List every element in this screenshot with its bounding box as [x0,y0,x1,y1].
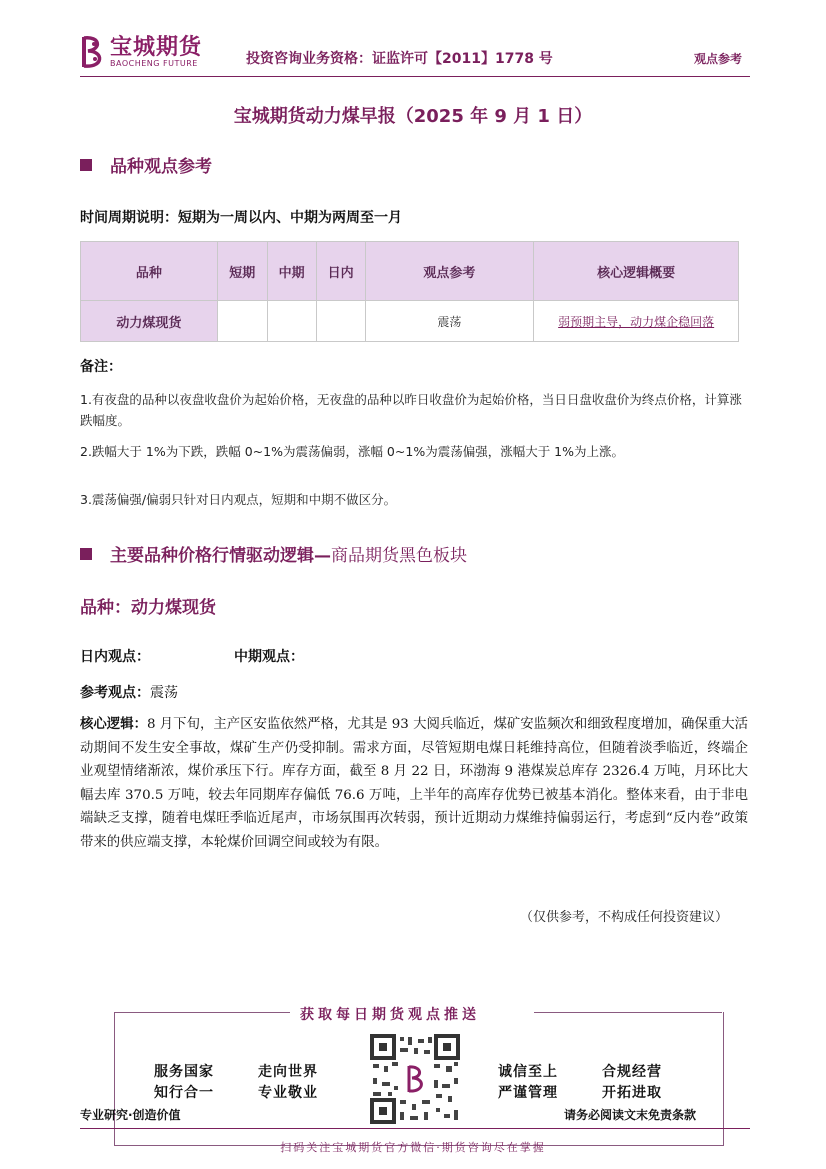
views-table [80,241,739,342]
section-heading-drivers [80,541,467,566]
note-item-2: 2.跌幅大于 1%为下跌，跌幅 0~1%为震荡偏弱，涨幅 0~1%为震荡偏强，涨幅大于 1%为上涨。 [80,444,624,459]
core-logic-text: 8 月下旬，主产区安监依然严格，尤其是 93 大阅兵临近，煤矿安监频次和细致程度增加，确保重大活动期间不发生安全事故，煤矿生产仍受抑制。需求方面，尽管短期电煤日耗维持高位，但随着淡季临近，终端企业观望情绪渐浓，煤价承压下行。库存方面，截至 8 月 22 日，环渤海 9 港煤炭总库存 2326.4 万吨，月环比大幅去库 370.5 万吨，较去年同期库存偏低 76.6 万吨，上半年的高库存优势已被基本消化。整体来看，由于非电端缺乏支撑，随着电煤旺季临近尾声，市场氛围再次转弱，预计近期动力煤维持偏弱运行，考虑到“反内卷”政策带来的供应端支撑，本轮煤价回调空间或较为有限。 [80,717,749,850]
note-item-3: 3.震荡偏强/偏弱只针对日内观点，短期和中期不做区分。 [80,492,397,507]
reference-label: 参考观点： [80,685,150,701]
square-bullet-icon [80,159,92,171]
logo-cn-text: 宝城期货 [110,34,203,60]
table-header-cell: 日内 [316,242,365,301]
core-logic-paragraph [80,713,748,854]
slogan-5: 诚信至上 [498,1064,558,1080]
company-logo [80,34,202,70]
period-note: 时间周期说明：短期为一周以内、中期为两周至一月 [80,210,402,226]
core-logic-label: 核心逻辑： [80,717,147,732]
table-header-cell: 品种 [81,242,218,301]
logo-mark-icon [80,34,106,70]
table-header-cell: 核心逻辑概要 [534,242,739,301]
table-header-cell: 中期 [267,242,316,301]
table-header-cell: 短期 [217,242,267,301]
reference-value: 震荡 [150,685,178,701]
section-heading-views [80,152,212,177]
table-header-cell: 观点参考 [365,242,534,301]
short-term-cell [217,301,267,342]
section-heading-bold: 主要品种价格行情驱动逻辑— [110,546,331,566]
table-header-row [81,242,739,301]
view-cell: 震荡 [365,301,534,342]
disclaimer: （仅供参考，不构成任何投资建议） [520,910,729,925]
footer-left-slogan: 专业研究·创造价值 [80,1108,181,1122]
slogan-1: 服务国家 [154,1064,214,1080]
footer-center-text: 扫码关注宝城期货官方微信·期货咨询尽在掌握 [280,1141,546,1154]
slogan-4: 专业敬业 [258,1085,318,1101]
note-item-1: 1.有夜盘的品种以夜盘收盘价为起始价格，无夜盘的品种以昨日收盘价为起始价格，当日日盘收盘价为终点价格，计算涨跌幅度。 [80,392,742,428]
footer-divider [80,1128,750,1129]
section-heading-text: 品种观点参考 [110,157,212,177]
promo-title: 获取每日期货观点推送 [300,1007,480,1023]
product-cell: 动力煤现货 [81,301,218,342]
section-heading-light: 商品期货黑色板块 [331,546,467,566]
reference-view [80,682,178,702]
qualification-text: 投资咨询业务资格：证监许可【2011】1778 号 [246,51,553,67]
slogan-6: 合规经营 [602,1064,662,1080]
wechat-qr-code-icon[interactable] [370,1034,460,1124]
slogan-3: 知行合一 [154,1085,214,1101]
header-divider [80,76,750,77]
square-bullet-icon [80,548,92,560]
intraday-cell [316,301,365,342]
logo-en-text: BAOCHENG FUTURE [110,59,198,68]
report-title: 宝城期货动力煤早报（2025 年 9 月 1 日） [233,106,593,127]
header-right-label: 观点参考 [694,52,743,66]
table-row [81,301,739,342]
slogan-7: 严谨管理 [498,1085,558,1101]
slogan-2: 走向世界 [258,1064,318,1080]
notes-heading: 备注： [80,359,122,375]
footer-right-notice: 请务必阅读文末免责条款 [564,1108,697,1122]
logic-link[interactable]: 弱预期主导，动力煤企稳回落 [534,301,739,342]
variety-heading: 品种：动力煤现货 [80,598,216,618]
intraday-view-label: 日内观点： [80,649,150,665]
midterm-view-label: 中期观点： [234,649,304,665]
mid-term-cell [267,301,316,342]
slogan-8: 开拓进取 [602,1085,662,1101]
